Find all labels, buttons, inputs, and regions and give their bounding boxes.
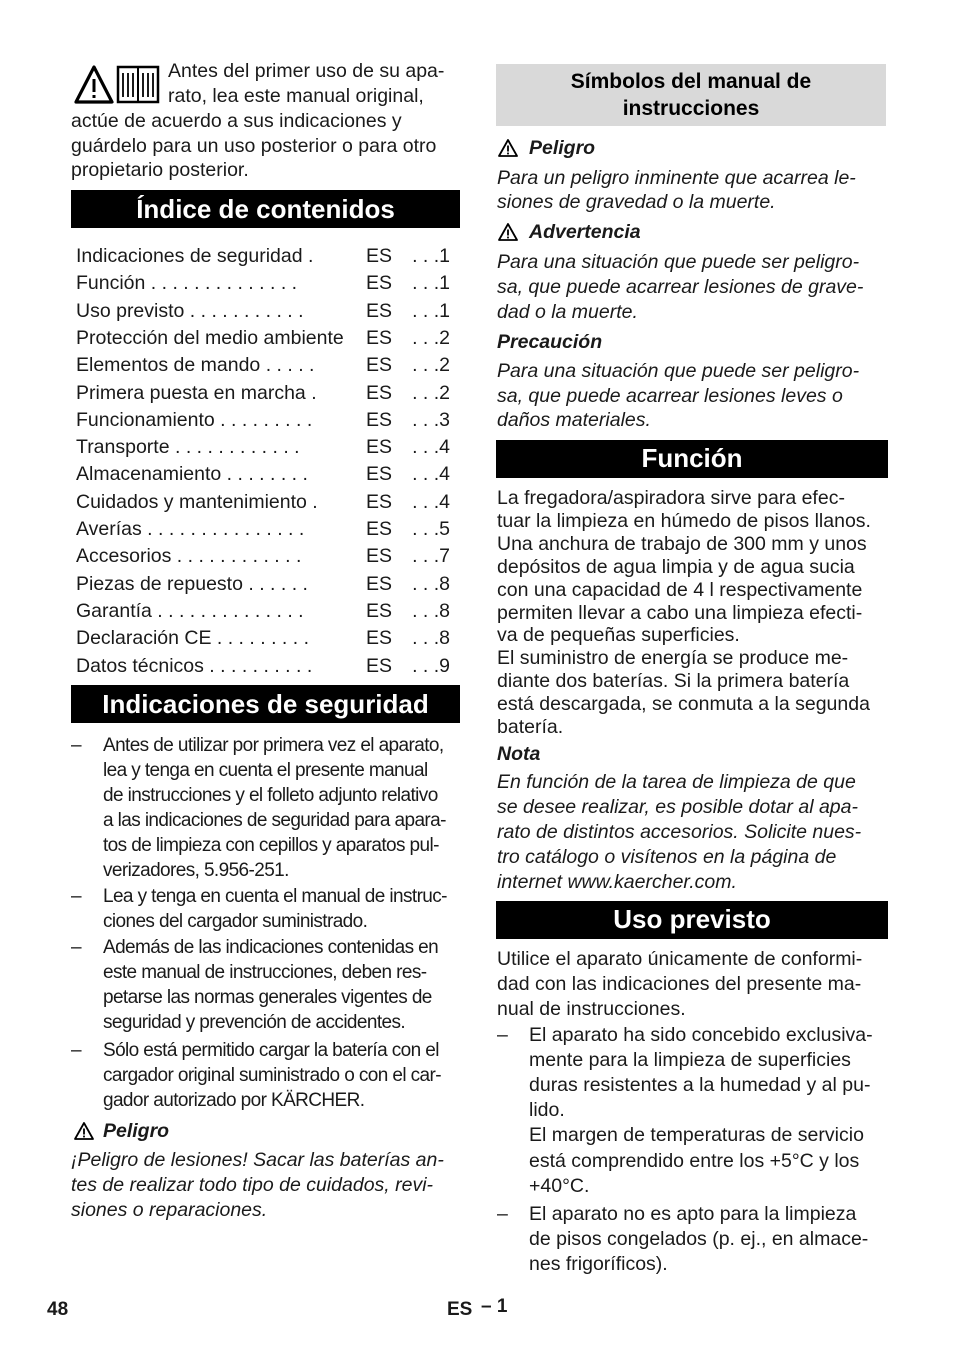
funcion-line: tuar la limpieza en húmedo de pisos llanos. (497, 509, 871, 532)
toc-entry (76, 653, 458, 680)
toc-entry-page: . . .9 (412, 654, 450, 677)
toc-entry-title: Primera puesta en marcha . (76, 381, 317, 404)
toc-entry-lang: ES (366, 463, 393, 486)
toc-entry-title: Indicaciones de seguridad . (76, 245, 314, 267)
peligro-label: Peligro (529, 137, 596, 159)
toc-entry (76, 298, 458, 325)
warning-icon (497, 222, 519, 242)
toc-entry-title: Datos técnicos . . . . . . . . . . (76, 654, 313, 677)
toc-entry (76, 434, 458, 461)
toc-entry-page: . . .8 (412, 599, 450, 622)
toc-entry-lang: ES (366, 381, 393, 404)
toc-entry-lang: ES (366, 490, 393, 513)
intro-icons (74, 64, 160, 106)
funcion-heading: Función (496, 440, 888, 478)
safety-item-line: de instrucciones y el folleto adjunto relativo (103, 785, 438, 806)
warning-icon (73, 1121, 95, 1141)
intro-line: propietario posterior. (71, 159, 249, 181)
safety-item-line: seguridad y prevención de accidentes. (103, 1012, 406, 1033)
toc-entry-lang: ES (366, 518, 393, 540)
toc-entry-lang: ES (366, 572, 393, 595)
toc-entry-lang: ES (366, 654, 393, 677)
toc-entry (76, 461, 458, 488)
nota-line: tro catálogo o visítenos en la página de (497, 845, 837, 868)
toc-entry-lang: ES (366, 436, 393, 459)
toc-entry-lang: ES (366, 408, 393, 431)
toc-entry-title: Protección del medio ambiente (76, 326, 344, 349)
funcion-line: depósitos de agua limpia y de agua sucia (497, 555, 855, 578)
uso-intro-line: nual de instrucciones. (497, 998, 686, 1021)
toc-entry (76, 243, 458, 270)
toc-entry-page: . . .7 (412, 545, 450, 568)
toc-entry-title: Garantía . . . . . . . . . . . . . . (76, 599, 304, 622)
toc-entry-lang: ES (366, 272, 393, 295)
symbols-heading-line: instrucciones (622, 97, 760, 120)
toc-entry-page: . . .4 (412, 490, 450, 513)
uso-item-line: lido. (529, 1099, 565, 1122)
toc-entry-title: Declaración CE . . . . . . . . . (76, 627, 309, 650)
safety-item-line: Además de las indicaciones contenidas en (103, 937, 439, 958)
symbols-heading-line: Símbolos del manual de (570, 70, 812, 93)
list-dash: – (497, 1203, 508, 1225)
precaucion-line: Para una situación que puede ser peligro- (497, 360, 860, 382)
intro-line: Antes del primer uso de su apa- (168, 60, 445, 82)
uso-item-line: nes frigoríficos). (529, 1253, 668, 1276)
toc-entry (76, 598, 458, 625)
toc-entry (76, 407, 458, 434)
toc-entry-lang: ES (366, 245, 393, 267)
safety-item-text (103, 884, 447, 934)
toc-entry-lang: ES (366, 299, 393, 322)
precaucion-line: sa, que puede acarrear lesiones leves o (497, 385, 843, 407)
danger-label: Peligro (103, 1120, 170, 1142)
toc-entry-title: Uso previsto . . . . . . . . . . . (76, 299, 304, 322)
toc-entry-title: Elementos de mando . . . . . (76, 354, 315, 377)
safety-item-line: Lea y tenga en cuenta el manual de instruc- (103, 886, 447, 907)
toc-entry (76, 325, 458, 352)
toc-entry-page: . . .1 (412, 272, 450, 295)
safety-item-line: petarse las normas generales vigentes de (103, 987, 432, 1008)
nota-line: En función de la tarea de limpieza de que (497, 771, 856, 793)
toc-entry-page: . . .1 (412, 245, 450, 267)
uso-item-line: mente para la limpieza de superficies (529, 1049, 851, 1072)
list-dash: – (71, 886, 81, 907)
footer-section-page: – 1 (481, 1296, 508, 1317)
toc-entry-lang: ES (366, 545, 393, 568)
page-number: 48 (47, 1299, 69, 1320)
nota-label: Nota (497, 743, 541, 765)
toc-entry-page: . . .4 (412, 436, 450, 459)
safety-item-line: ciones del cargador suministrado. (103, 911, 368, 932)
funcion-line: El suministro de energía se produce me- (497, 647, 849, 670)
uso-item-line: El aparato ha sido concebido exclusiva- (529, 1024, 873, 1046)
uso-intro-line: dad con las indicaciones del presente ma- (497, 973, 862, 996)
toc-entry-title: Funcionamiento . . . . . . . . . (76, 408, 313, 431)
toc-entry (76, 270, 458, 297)
toc-entry-lang: ES (366, 599, 393, 622)
intro-line: actúe de acuerdo a sus indicaciones y (71, 110, 402, 132)
uso-item-line: de pisos congelados (p. ej., en almace- (529, 1228, 869, 1251)
advertencia-line: dad o la muerte. (497, 301, 638, 323)
danger-text-line: ¡Peligro de lesiones! Sacar las baterías an- (71, 1149, 444, 1171)
intro-line: rato, lea este manual original, (168, 85, 424, 107)
advertencia-line: Para una situación que puede ser peligro- (497, 251, 860, 273)
toc-entry-page: . . .8 (412, 572, 450, 595)
advertencia-line: sa, que puede acarrear lesiones de grave- (497, 276, 864, 298)
symbols-heading (496, 64, 886, 126)
manual-book-icon (116, 64, 160, 106)
safety-item-line: este manual de instrucciones, deben res- (103, 962, 427, 983)
toc-entry-title: Función . . . . . . . . . . . . . . (76, 272, 298, 295)
precaucion-label: Precaución (497, 331, 603, 353)
toc-entry (76, 380, 458, 407)
toc-entry (76, 516, 458, 543)
toc-entry-title: Averías . . . . . . . . . . . . . . . (76, 518, 305, 540)
uso-item-line: El margen de temperaturas de servicio (529, 1124, 864, 1147)
toc-entry-lang: ES (366, 326, 393, 349)
uso-item-line: duras resistentes a la humedad y al pu- (529, 1074, 871, 1097)
toc-entry-page: . . .5 (412, 518, 450, 540)
precaucion-line: daños materiales. (497, 409, 651, 431)
funcion-line: va de pequeñas superficies. (497, 624, 740, 647)
nota-line: se desee realizar, es posible dotar al apa- (497, 795, 858, 818)
funcion-line: con una capacidad de 4 l respectivamente (497, 578, 863, 601)
toc-entry (76, 352, 458, 379)
toc-entry-page: . . .4 (412, 463, 450, 486)
list-dash: – (71, 937, 81, 958)
safety-item-line: Antes de utilizar por primera vez el aparato, (103, 735, 444, 756)
safety-item-text (103, 733, 446, 883)
safety-item-line: tos de limpieza con cepillos y aparatos pul- (103, 835, 439, 856)
toc-entry-lang: ES (366, 627, 393, 650)
safety-item-text (103, 1038, 441, 1113)
toc-entry-page: . . .2 (412, 326, 450, 349)
uso-intro-line: Utilice el aparato únicamente de conformi- (497, 948, 863, 970)
list-dash: – (497, 1024, 508, 1046)
safety-item-line: Sólo está permitido cargar la batería con el (103, 1040, 439, 1061)
safety-item-line: a las indicaciones de seguridad para apara- (103, 810, 446, 831)
list-dash: – (71, 1040, 81, 1061)
toc-entry-title: Transporte . . . . . . . . . . . . (76, 436, 300, 459)
toc-entry-page: . . .3 (412, 408, 450, 431)
uso-heading: Uso previsto (496, 901, 888, 939)
funcion-line: batería. (497, 716, 564, 738)
peligro-line: siones de gravedad o la muerte. (497, 191, 776, 213)
funcion-line: Una anchura de trabajo de 300 mm y unos (497, 532, 867, 555)
uso-item-line: El aparato no es apto para la limpieza (529, 1203, 857, 1225)
safety-item-line: verizadores, 5.956-251. (103, 860, 289, 881)
toc-entry (76, 543, 458, 570)
toc-heading: Índice de contenidos (71, 190, 460, 228)
danger-text-line: siones o reparaciones. (71, 1199, 268, 1221)
danger-text-line: tes de realizar todo tipo de cuidados, revi- (71, 1174, 434, 1196)
toc-entry-title: Almacenamiento . . . . . . . . (76, 463, 308, 486)
toc-entry-title: Piezas de repuesto . . . . . . (76, 572, 308, 595)
toc-entry (76, 571, 458, 598)
funcion-line: permiten llevar a cabo una limpieza efecti- (497, 601, 863, 624)
footer-lang: ES (447, 1299, 473, 1320)
funcion-line: diante dos baterías. Si la primera batería (497, 670, 850, 693)
funcion-line: La fregadora/aspiradora sirve para efec- (497, 487, 845, 509)
warning-icon (497, 138, 519, 158)
toc-entry (76, 625, 458, 652)
safety-item-line: gador autorizado por KÄRCHER. (103, 1090, 365, 1111)
toc-entry-page: . . .2 (412, 354, 450, 377)
toc-entry (76, 489, 458, 516)
safety-item-line: lea y tenga en cuenta el presente manual (103, 760, 428, 781)
nota-line: rato de distintos accesorios. Solicite nues- (497, 820, 862, 843)
funcion-line: está descargada, se conmuta a la segunda (497, 693, 870, 716)
intro-line: guárdelo para un uso posterior o para otro (71, 135, 437, 157)
peligro-line: Para un peligro inminente que acarrea le- (497, 167, 856, 189)
safety-item-line: cargador original suministrado o con el car- (103, 1065, 441, 1086)
nota-line: internet www.kaercher.com. (497, 870, 737, 893)
toc-entry-title: Accesorios . . . . . . . . . . . . (76, 545, 302, 568)
advertencia-label: Advertencia (529, 221, 641, 243)
uso-item-line: está comprendido entre los +5°C y los (529, 1149, 860, 1172)
safety-heading: Indicaciones de seguridad (71, 685, 460, 723)
toc-entry-title: Cuidados y mantenimiento . (76, 490, 318, 513)
uso-item-line: +40°C. (529, 1174, 590, 1197)
safety-item-text (103, 935, 438, 1035)
toc-entry-page: . . .1 (412, 299, 450, 322)
toc-entry-lang: ES (366, 354, 393, 377)
toc-entry-page: . . .2 (412, 381, 450, 404)
toc-entry-page: . . .8 (412, 627, 450, 650)
list-dash: – (71, 735, 81, 756)
